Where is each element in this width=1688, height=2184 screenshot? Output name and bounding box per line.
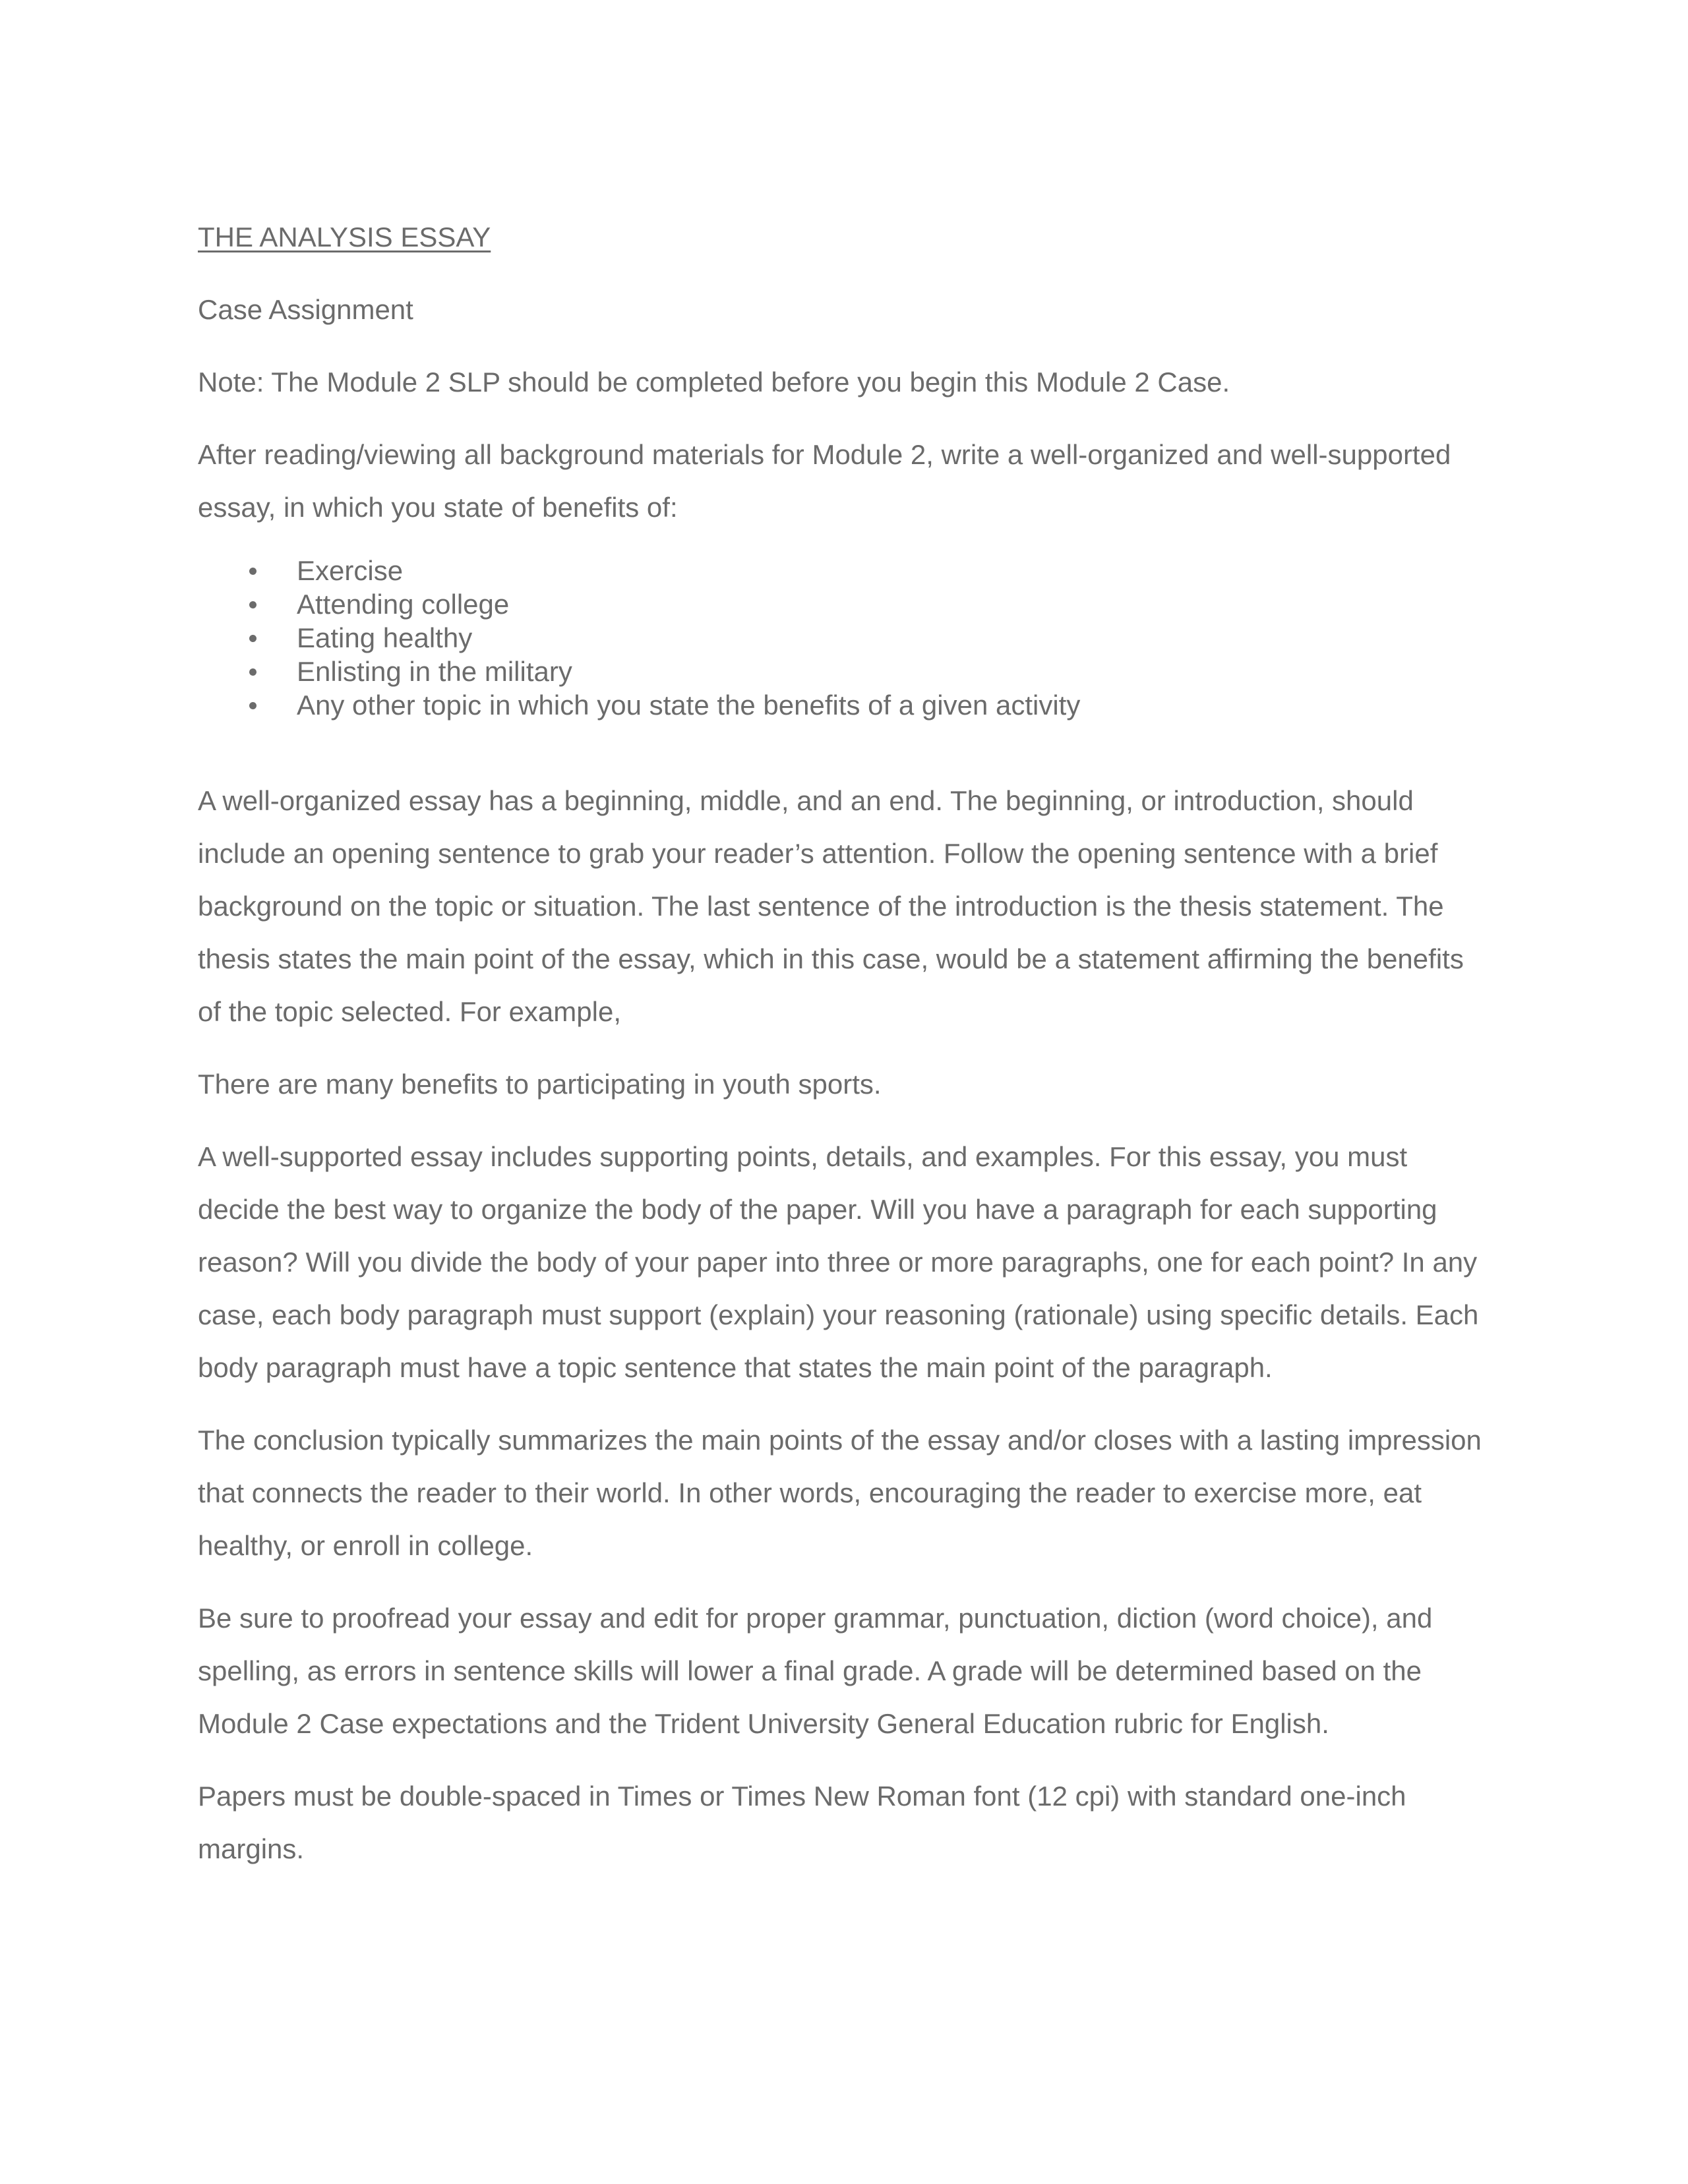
supported-essay-paragraph: A well-supported essay includes supporting points, details, and examples. For this essay, you must decide the best way to organize the body of the paper. Will you have a paragraph for each supporting reason? Will you divide the body of your paper into three or more paragraphs, one for each point? In any case, each body paragraph must support (explain) your reasoning (rationale) using specific details. Each body paragraph must have a topic sentence that states the main point of the paragraph.	[198, 1141, 1479, 1383]
bullet-item	[198, 688, 1490, 722]
conclusion-paragraph: The conclusion typically summarizes the main points of the essay and/or closes with a lasting impression that connects the reader to their world. In other words, encouraging the reader to exercise more, eat healthy, or enroll in college.	[198, 1425, 1482, 1561]
bullet-text: Eating healthy	[297, 622, 473, 653]
bullet-item	[198, 655, 1490, 688]
bullet-item	[198, 587, 1490, 621]
bullet-icon	[249, 702, 256, 709]
proofread-paragraph: Be sure to proofread your essay and edit for proper grammar, punctuation, diction (word choice), and spelling, as errors in sentence skills will lower a final grade. A grade will be determined based on the Module 2 Case expectations and the Trident University General Education rubric for English.	[198, 1603, 1433, 1739]
bullet-icon	[249, 668, 256, 676]
bullet-item	[198, 554, 1490, 587]
bullet-text: Exercise	[297, 555, 404, 586]
bullet-text: Any other topic in which you state the benefits of a given activity	[297, 690, 1081, 721]
intro-paragraph: After reading/viewing all background materials for Module 2, write a well-organized and well-supported essay, in which you state of benefits of:	[198, 439, 1451, 523]
document-subtitle: Case Assignment	[198, 294, 413, 325]
organized-essay-paragraph: A well-organized essay has a beginning, middle, and an end. The beginning, or introduction, should include an opening sentence to grab your reader’s attention. Follow the opening sentence with a brief background on the topic or situation. The last sentence of the introduction is the thesis statement. The thesis states the main point of the essay, which in this case, would be a statement affirming the benefits of the topic selected. For example,	[198, 785, 1464, 1027]
document-page	[198, 211, 1490, 1895]
module-note: Note: The Module 2 SLP should be completed before you begin this Module 2 Case.	[198, 367, 1230, 398]
bullet-item	[198, 621, 1490, 655]
thesis-example: There are many benefits to participating in youth sports.	[198, 1069, 882, 1100]
bullet-icon	[249, 635, 256, 642]
bullet-text: Attending college	[297, 589, 510, 620]
topic-bullet-list	[198, 554, 1490, 722]
bullet-icon	[249, 601, 256, 608]
bullet-text: Enlisting in the military	[297, 656, 572, 687]
format-paragraph: Papers must be double-spaced in Times or Times New Roman font (12 cpi) with standard one-inch margins.	[198, 1781, 1406, 1864]
bullet-icon	[249, 568, 256, 575]
document-title: THE ANALYSIS ESSAY	[198, 221, 491, 252]
